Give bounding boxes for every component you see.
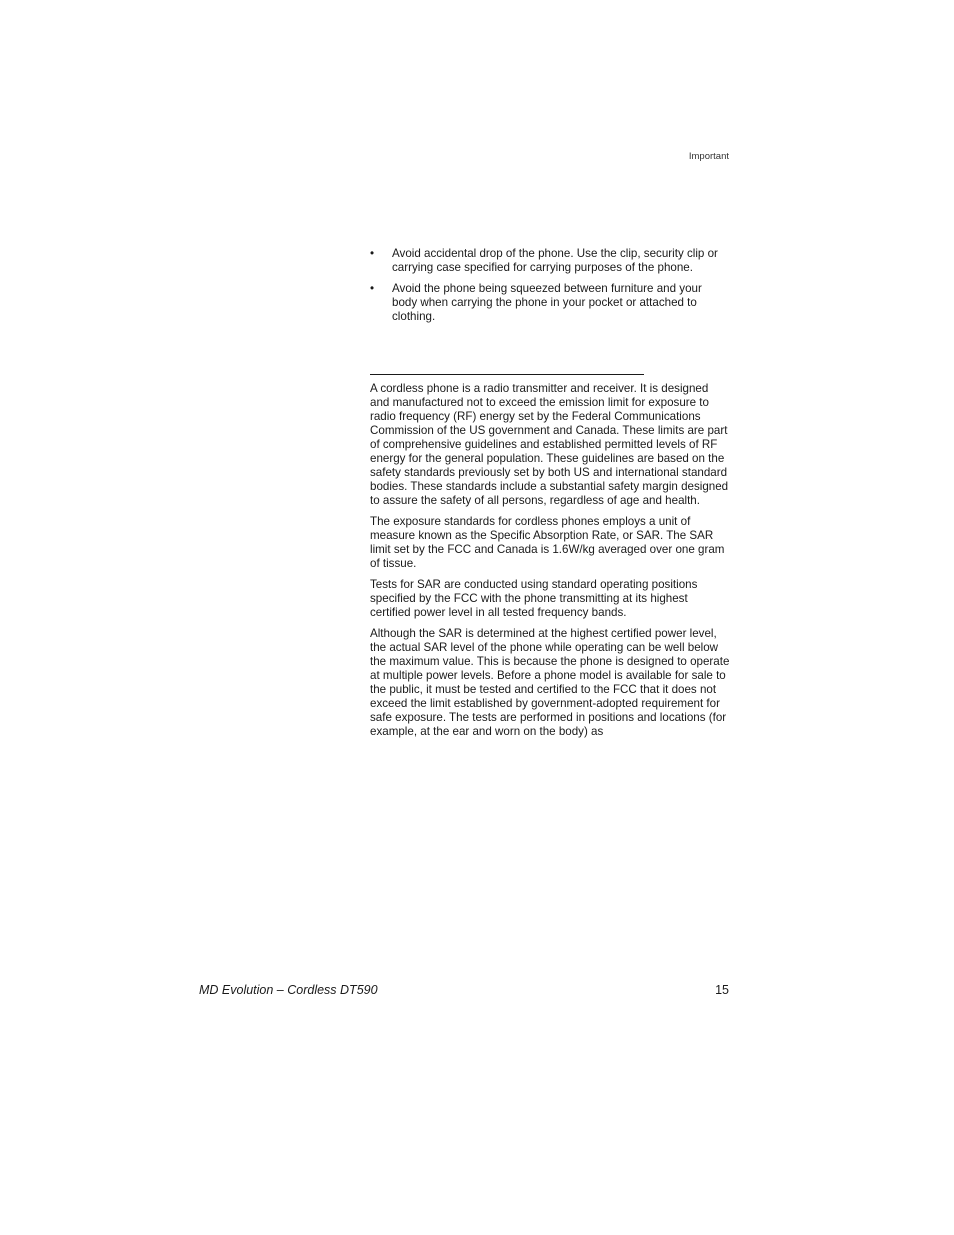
bullet-list [370,247,730,331]
paragraph: The exposure standards for cordless phones employs a unit of measure known as the Specific Absorption Rate, or SAR. The SAR limit set by the FCC and Canada is 1.6W/kg averaged over one gram of tissue. [370,515,725,570]
bullet-icon: • [370,247,375,260]
running-header: Important [688,151,729,162]
paragraph: Although the SAR is determined at the highest certified power level, the actual SAR level of the phone while operating can be well below the maximum value. This is because the phone is designed to operate at multiple power levels. Before a phone model is available for sale to the public, it must be tested and certified to the FCC that it does not exceed the limit established by government-adopted requirement for safe exposure. The tests are performed in positions and locations (for example, at the ear and worn on the body) as [370,627,730,738]
section-divider [370,374,644,375]
list-item-text: Avoid the phone being squeezed between furniture and your body when carrying the phone in your pocket or attached to clothing. [392,282,702,323]
bullet-icon: • [370,282,375,295]
footer-title: MD Evolution – Cordless DT590 [199,983,378,997]
list-item [370,282,730,324]
body-text [370,382,730,746]
paragraph: A cordless phone is a radio transmitter and receiver. It is designed and manufactured not to exceed the emission limit for exposure to radio frequency (RF) energy set by the Federal Communications Commission of the US government and Canada. These limits are part of comprehensive guidelines and established permitted levels of RF energy for the general population. These guidelines are based on the safety standards previously set by both US and international standard bodies. These standards include a substantial safety margin designed to assure the safety of all persons, regardless of age and health. [370,382,729,507]
list-item [370,247,730,275]
page-number: 15 [715,983,729,997]
list-item-text: Avoid accidental drop of the phone. Use the clip, security clip or carrying case specified for carrying purposes of the phone. [392,247,718,274]
paragraph: Tests for SAR are conducted using standard operating positions specified by the FCC with the phone transmitting at its highest certified power level in all tested frequency bands. [370,578,698,619]
